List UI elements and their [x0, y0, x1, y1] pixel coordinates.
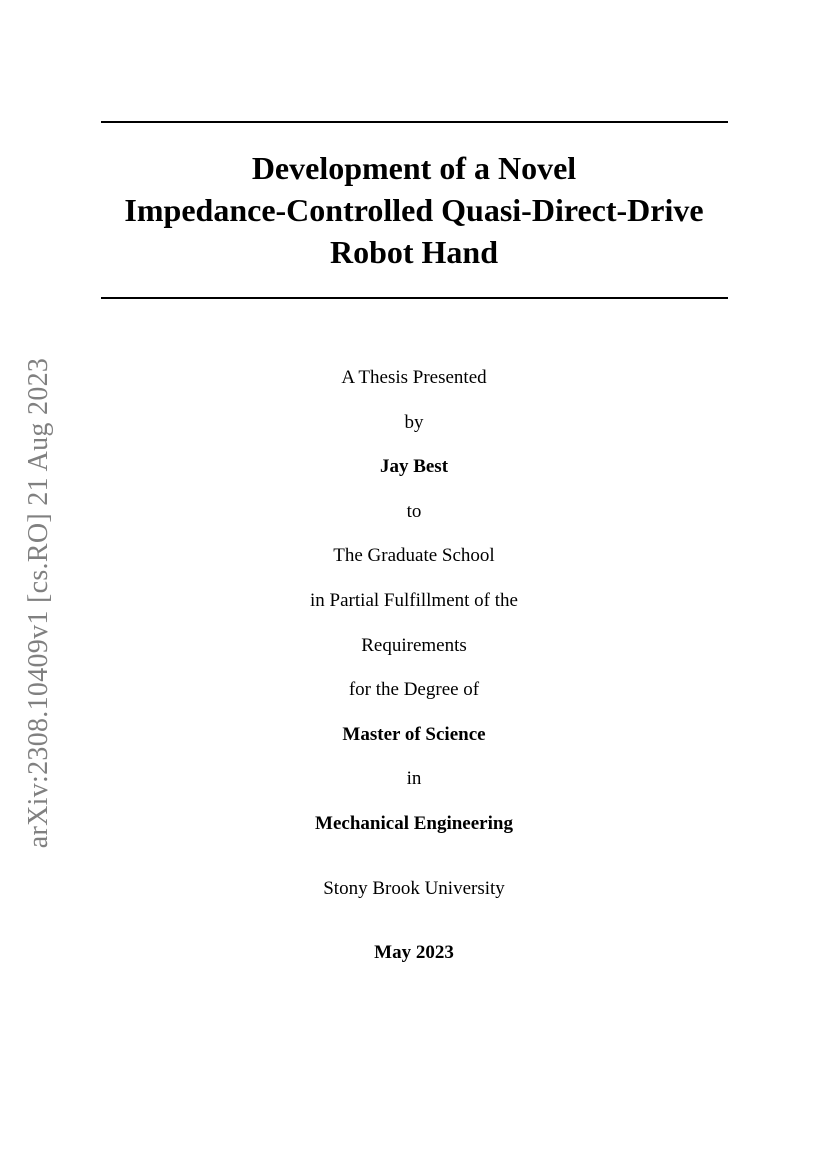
- degree-intro-text: for the Degree of: [348, 679, 480, 700]
- field-name: Mechanical Engineering: [315, 813, 513, 834]
- thesis-date: May 2023: [374, 942, 454, 963]
- arxiv-identifier-stamp: arXiv:2308.10409v1 [cs.RO] 21 Aug 2023: [23, 357, 54, 849]
- university-name: Stony Brook University: [323, 878, 505, 899]
- school-name: The Graduate School: [333, 545, 495, 566]
- fulfillment-text: in Partial Fulfillment of the: [310, 590, 518, 611]
- in-text: in: [406, 768, 422, 789]
- author-name: Jay Best: [379, 456, 449, 477]
- title-line-3: Robot Hand: [329, 234, 499, 270]
- degree-name: Master of Science: [342, 724, 486, 745]
- by-text: by: [404, 412, 424, 433]
- title-line-2: Impedance-Controlled Quasi-Direct-Drive: [124, 192, 704, 228]
- title-top-rule: [101, 121, 728, 123]
- title-line-1: Development of a Novel: [251, 150, 577, 186]
- title-bottom-rule: [101, 297, 728, 299]
- to-text: to: [406, 501, 422, 522]
- presented-text: A Thesis Presented: [341, 367, 487, 388]
- requirements-text: Requirements: [361, 635, 467, 656]
- thesis-title: [60, 147, 768, 273]
